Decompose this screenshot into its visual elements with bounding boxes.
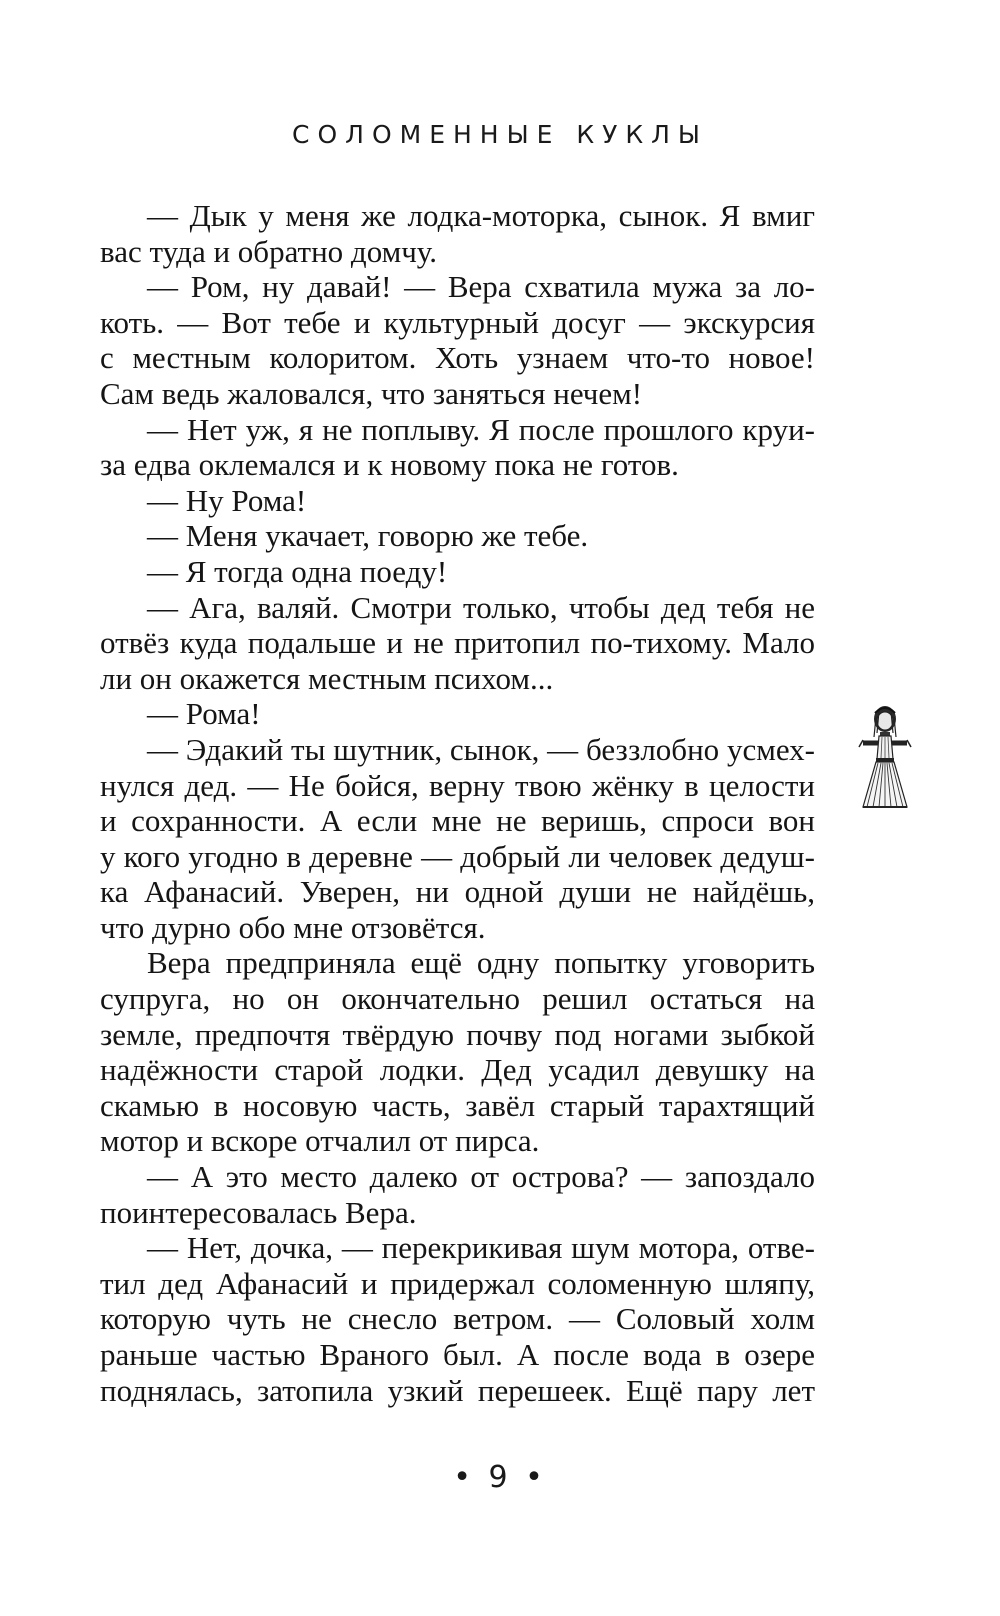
straw-doll-icon bbox=[855, 703, 915, 813]
text-line: ка Афанасий. Уверен, ни одной души не найдёшь, bbox=[100, 874, 815, 910]
text-line: — А это место далеко от острова? — запоздало bbox=[147, 1159, 815, 1195]
text-line: за едва оклемался и к новому пока не готов. bbox=[100, 447, 679, 483]
text-line: что дурно обо мне отзовётся. bbox=[100, 909, 486, 945]
text-line: земле, предпочтя твёрдую почву под ногами зыбкой bbox=[100, 1016, 815, 1052]
text-line: — Ну Рома! bbox=[147, 482, 307, 518]
text-line: — Я тогда одна поеду! bbox=[147, 553, 448, 589]
text-line: Сам ведь жаловался, что заняться нечем! bbox=[100, 375, 643, 411]
text-line: — Нет, дочка, — перекрикивая шум мотора, отве- bbox=[147, 1230, 815, 1266]
text-line: — Ром, ну давай! — Вера схватила мужа за ло- bbox=[147, 269, 815, 305]
body-text bbox=[100, 198, 815, 1408]
text-line: ли он окажется местным психом... bbox=[100, 660, 554, 696]
text-line: вас туда и обратно домчу. bbox=[100, 233, 437, 269]
text-line: которую чуть не снесло ветром. — Соловый холм bbox=[100, 1301, 815, 1337]
running-title: СОЛОМЕННЫЕ КУКЛЫ bbox=[292, 120, 708, 149]
text-line: — Дык у меня же лодка-моторка, сынок. Я вмиг bbox=[147, 198, 815, 233]
text-line: с местным колоритом. Хоть узнаем что-то новое! bbox=[100, 340, 815, 376]
text-line: — Нет уж, я не поплыву. Я после прошлого круи- bbox=[147, 411, 815, 447]
text-line: у кого угодно в деревне — добрый ли человек дедуш- bbox=[100, 838, 815, 874]
page-number: • 9 • bbox=[453, 1460, 547, 1495]
text-line: надёжности старой лодки. Дед усадил девушку на bbox=[100, 1052, 815, 1088]
text-line: тил дед Афанасий и придержал соломенную шляпу, bbox=[100, 1265, 815, 1301]
text-line: — Эдакий ты шутник, сынок, — беззлобно усмех- bbox=[147, 731, 815, 767]
text-line: супруга, но он окончательно решил остаться на bbox=[100, 981, 815, 1017]
text-line: и сохранности. А если мне не веришь, спроси вон bbox=[100, 803, 815, 839]
text-line: — Рома! bbox=[147, 696, 261, 732]
text-line: коть. — Вот тебе и культурный досуг — экскурсия bbox=[100, 304, 815, 340]
text-line: поднялась, затопила узкий перешеек. Ещё пару лет bbox=[100, 1372, 815, 1408]
text-line: — Меня укачает, говорю же тебе. bbox=[147, 518, 589, 554]
text-line: — Ага, валяй. Смотри только, чтобы дед тебя не bbox=[147, 589, 815, 625]
text-line: отвёз куда подальше и не притопил по-тихому. Мало bbox=[100, 625, 815, 661]
text-line: нулся дед. — Не бойся, верну твою жёнку в целости bbox=[100, 767, 815, 803]
text-line: скамью в носовую часть, завёл старый тарахтящий bbox=[100, 1087, 815, 1123]
text-line: поинтересовалась Вера. bbox=[100, 1194, 417, 1230]
text-line: раньше частью Враного был. А после вода в озере bbox=[100, 1337, 815, 1372]
text-line: мотор и вскоре отчалил от пирса. bbox=[100, 1123, 540, 1159]
text-line: Вера предприняла ещё одну попытку уговорить bbox=[147, 945, 815, 981]
